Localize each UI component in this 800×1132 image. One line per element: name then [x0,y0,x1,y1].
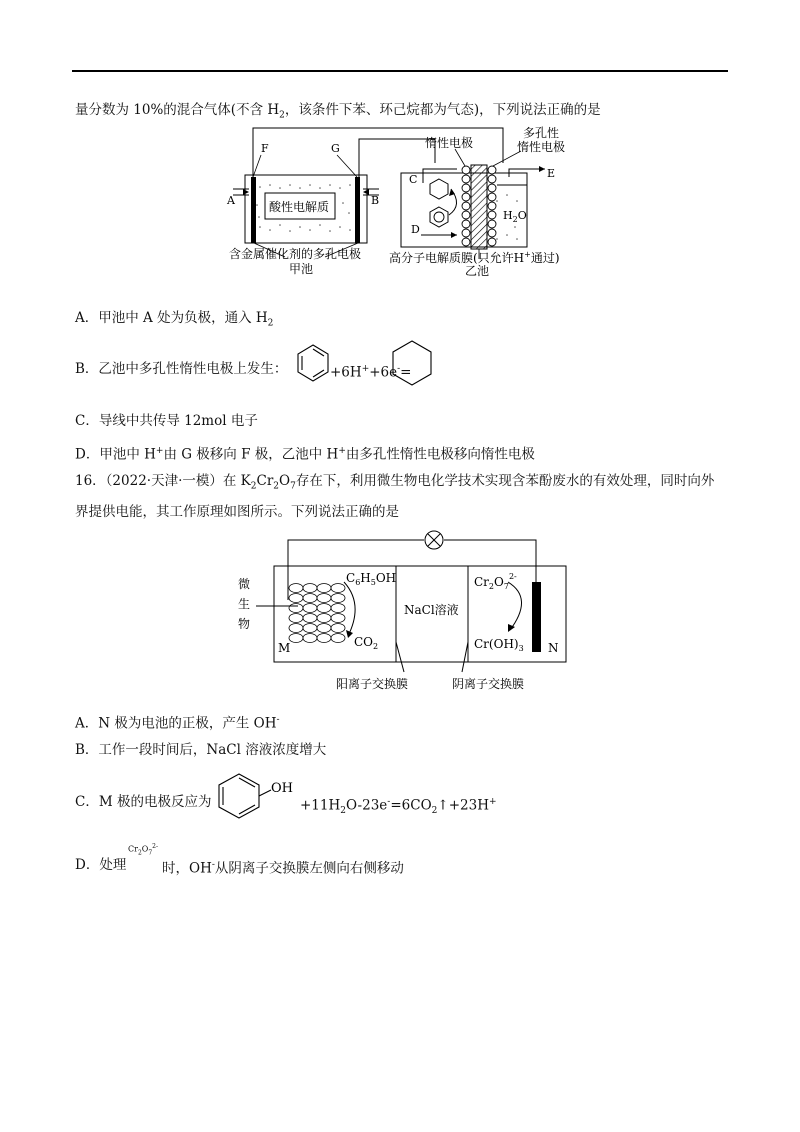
q15-option-a[interactable]: A．甲池中 A 处为负极，通入 $H_2$ [75,310,274,329]
electrode-N [532,582,541,652]
phenol-structure-icon [213,770,293,824]
q16-microbial-cell-figure [234,528,574,698]
polymer-membrane [471,165,487,249]
benzene-icon [430,207,448,227]
q16-option-d[interactable]: D．处理 [75,857,127,873]
electrolyte-label: 酸性电解质 [269,200,330,214]
dichromate-label: $Cr_2O_7^{2-}$ [474,572,517,591]
q15-option-d[interactable]: D．甲池中 H+由 G 极移向 F 极，乙池中 H+由多孔性惰性电极移向惰性电极 [75,446,535,463]
label-B: B [371,194,380,207]
yi-caption: 高分子电解质膜(只允许H+通过) [389,250,560,265]
chromium-hydroxide-label: $Cr(OH)_3$ [474,637,524,653]
label-N: N [548,641,559,655]
phenol-label: $C_6H_5OH$ [346,571,397,587]
q15-option-b[interactable]: B．乙池中多孔性惰性电极上发生： [75,361,288,377]
nacl-label: NaCl溶液 [404,603,459,617]
label-F: F [261,142,269,155]
cyclohexane-ring-icon [390,339,434,387]
q16-stem-line-1: 16．（2022·天津·一模）在 $K_2Cr_2O_7$存在下，利用微生物电化学技术实现含苯酚废水的有效处理，同时向外 [75,473,715,492]
q16-option-d-rest: 时，OH-从阴离子交换膜左侧向右侧移动 [162,860,404,877]
cyclohexane-icon [430,179,448,199]
q15-option-c[interactable]: C．导线中共传导 12mol 电子 [75,413,258,429]
porous-electrode-label-2: 惰性电极 [517,140,566,154]
electrode-F [251,177,256,243]
q15-intro: 量分数为 10%的混合气体(不含 $H_2$，该条件下苯、环己烷都为气态)，下列说法正确的是 [75,102,601,121]
q16-option-c[interactable]: C．M 极的电极反应为 [75,794,212,810]
microbe-label-3: 物 [238,617,251,631]
jia-caption: 含金属催化剂的多孔电极 [229,247,362,261]
q16-stem-line-2: 界提供电能，其工作原理如图所示。下列说法正确的是 [75,504,399,520]
q16-option-b[interactable]: B．工作一段时间后，NaCl 溶液浓度增大 [75,742,327,758]
water-label: $H_2O$ [503,209,527,224]
label-G: G [331,142,340,155]
co2-label: $CO_2$ [354,635,379,651]
cation-membrane-label: 阳离子交换膜 [336,677,409,691]
porous-electrode-label-1: 多孔性 [523,126,560,140]
header-rule [72,70,728,72]
inert-electrode-label: 惰性电极 [425,136,474,150]
label-C: C [409,173,418,186]
q16-option-a[interactable]: A．N 极为电池的正极，产生 OH- [75,715,280,732]
q16-option-c-equation: $+11H_2O-23e^-=6CO_2↑+23H^+$ [300,797,497,817]
label-D: D [411,223,420,236]
yi-cell-label: 乙池 [465,264,490,278]
label-E: E [547,167,556,180]
q16-option-d-ion: $Cr_2O_7^{2-}$ [128,843,159,857]
microbe-label-1: 微 [238,577,251,591]
label-A: A [227,194,235,207]
q15-electrolysis-figure [225,125,595,287]
microbe-label-2: 生 [238,597,251,611]
anion-membrane-label: 阴离子交换膜 [452,677,525,691]
phenol-oh-label: OH [271,781,293,796]
electrode-G [355,177,360,243]
label-M: M [278,641,291,655]
benzene-ring-icon [296,343,330,383]
q15-option-b-equation: +6H++6e-= [330,364,412,381]
jia-cell-label: 甲池 [289,262,314,276]
